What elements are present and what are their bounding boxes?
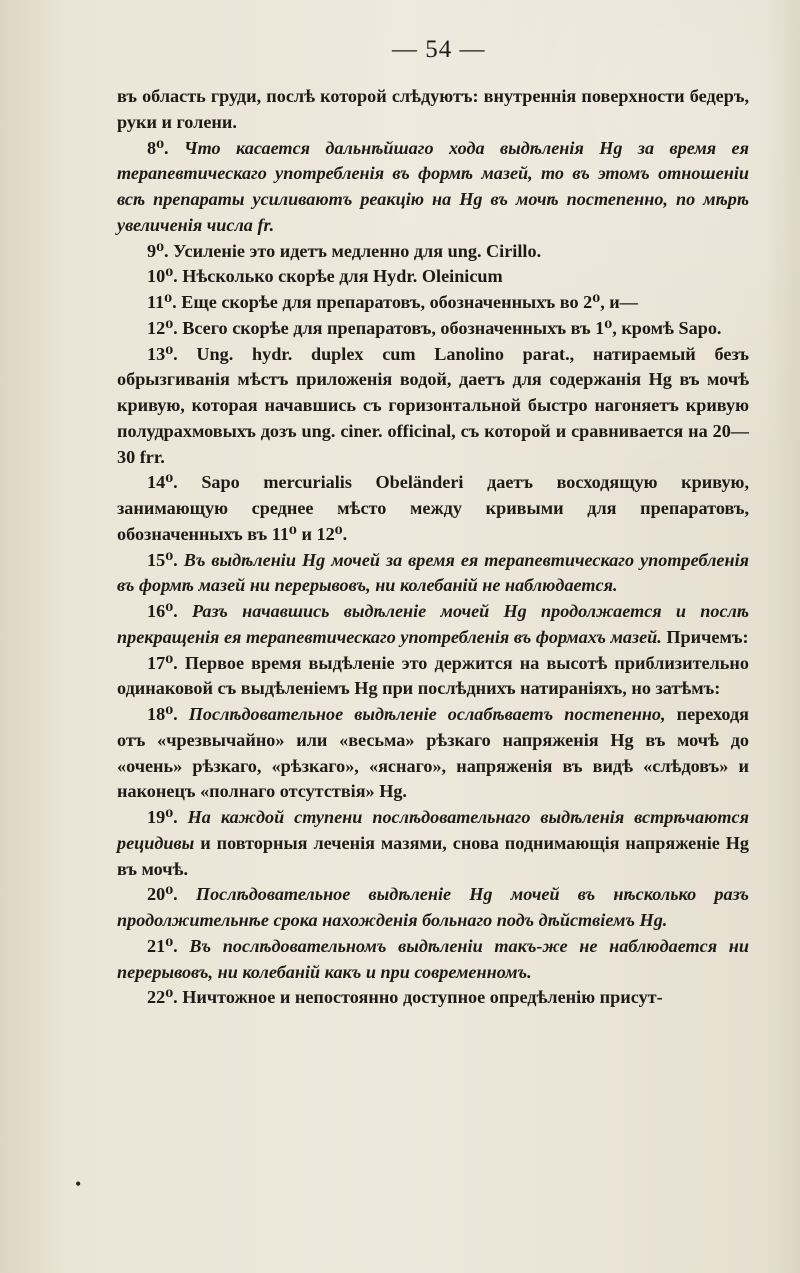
- paragraph-21-number: 21⁰.: [147, 935, 190, 956]
- page-edge-shadow: [766, 0, 800, 1273]
- paragraph-9: [117, 239, 749, 265]
- paragraph-18: [117, 702, 749, 805]
- paragraph-15: [117, 548, 749, 600]
- paragraph-13: [117, 342, 749, 471]
- paragraph-22: [117, 985, 749, 1011]
- paragraph-18-tail: переходя отъ «чрезвычайно» или «весьма» рѣзкаго напряженія Hg въ мочѣ до «очень» рѣзкаго, «рѣзкаго», «яснаго», напряженія въ видѣ «слѣдовъ» и наконецъ «полнаго отсутствія» Hg.: [117, 704, 750, 802]
- paragraph-10: [117, 264, 749, 290]
- paragraph-19-italic-text: На каждой ступени послѣдовательнаго выдѣленія встрѣчаются рецидивы: [117, 807, 749, 853]
- paragraph-18-number: 18⁰.: [147, 704, 189, 724]
- paragraph-14-text: 14⁰. Sapo mercurialis Obeländeri даетъ восходящую кривую, занимающую среднее мѣсто между кривыми для препаратовъ, обозначенныхъ въ 11⁰ и 12⁰.: [117, 472, 749, 544]
- paragraph-17: [117, 651, 749, 703]
- paragraph-18-italic-text: Послѣдовательное выдѣленіе ослабѣваетъ постепенно,: [188, 704, 666, 724]
- paragraph-17-text: 17⁰. Первое время выдѣленіе это держится на высотѣ приблизительно одинаковой съ выдѣленіемъ Hg при послѣднихъ натираніяхъ, но затѣмъ:: [117, 652, 749, 699]
- paragraph-21-italic-text: Въ послѣдовательномъ выдѣленіи такъ-же не наблюдается ни перерывовъ, ни колебаній какъ и при современномъ.: [117, 935, 750, 982]
- paragraph-9-text: 9⁰. Усиленіе это идетъ медленно для ung. Cirillo.: [147, 240, 542, 261]
- page-number: — 54 —: [392, 36, 486, 63]
- paragraph-15-italic-text: Въ выдѣленіи Hg мочей за время ея терапевтическаго употребленія въ формѣ мазей ни перерывовъ, ни колебаній не наблюдается.: [117, 549, 750, 596]
- paragraph-10-text: 10⁰. Нѣсколько скорѣе для Hydr. Oleinicum: [147, 266, 503, 287]
- paragraph-16-tail: Причемъ:: [661, 626, 749, 647]
- paragraph-11-text: 11⁰. Еще скорѣе для препаратовъ, обозначенныхъ во 2⁰, и—: [147, 292, 638, 312]
- paragraph-20: [117, 882, 749, 934]
- paragraph-20-italic-text: Послѣдовательное выдѣленіе Hg мочей въ нѣсколько разъ продолжительнѣе срока нахожденія больнаго подъ дѣйствіемъ Hg.: [117, 884, 750, 930]
- paragraph-21: [117, 934, 749, 986]
- paragraph-12-text: 12⁰. Всего скорѣе для препаратовъ, обозначенныхъ въ 1⁰, кромѣ Sapo.: [147, 317, 722, 338]
- paragraph-12: [117, 316, 749, 342]
- paragraph-19: [117, 805, 749, 882]
- paragraph-15-number: 15⁰.: [147, 549, 184, 570]
- paragraph-8-number: 8⁰.: [147, 137, 185, 158]
- paragraph-1-text: въ область груди, послѣ которой слѣдуютъ: внутреннія поверхности бедеръ, руки и голени.: [117, 86, 749, 132]
- paragraph-16: [117, 599, 749, 651]
- paragraph-11: [117, 290, 749, 316]
- paragraph-16-italic-text: Разъ начавшись выдѣленіе мочей Hg продолжается и послѣ прекращенія ея терапевтическаго употребленія въ формахъ мазей.: [117, 601, 749, 647]
- paragraph-19-number: 19⁰.: [147, 807, 188, 827]
- paragraph-8-italic-text: Что касается дальнѣйшаго хода выдѣленія Hg за время ея терапевтическаго употребленія въ формѣ мазей, то въ этомъ отношеніи всѣ препараты усиливаютъ реакцію на Hg въ мочѣ постепенно, по мѣрѣ увеличенія числа fr.: [117, 137, 749, 235]
- paragraph-14: [117, 470, 749, 547]
- paragraph-13-text: 13⁰. Ung. hydr. duplex cum Lanolino parat., натираемый безъ обрызгиванія мѣстъ приложенія водой, даетъ для содержанія Hg въ мочѣ кривую, которая начавшись съ горизонтальной быстро нагоняетъ кривую полудрахмовыхъ дозъ ung. ciner. officinal, съ которой и сравнивается на 20—30 frr.: [117, 343, 749, 467]
- paragraph-20-number: 20⁰.: [147, 884, 196, 905]
- paragraph-1: [117, 84, 749, 136]
- paragraph-22-text: 22⁰. Ничтожное и непостоянно доступное опредѣленію присут-: [147, 987, 663, 1008]
- margin-mark: •: [75, 1174, 82, 1194]
- paragraph-16-number: 16⁰.: [147, 601, 192, 621]
- paragraph-19-tail: и повторныя леченія мазями, снова поднимающія напряженіе Hg въ мочѣ.: [117, 832, 749, 879]
- document-body: [117, 84, 749, 1011]
- paragraph-8: [117, 136, 749, 239]
